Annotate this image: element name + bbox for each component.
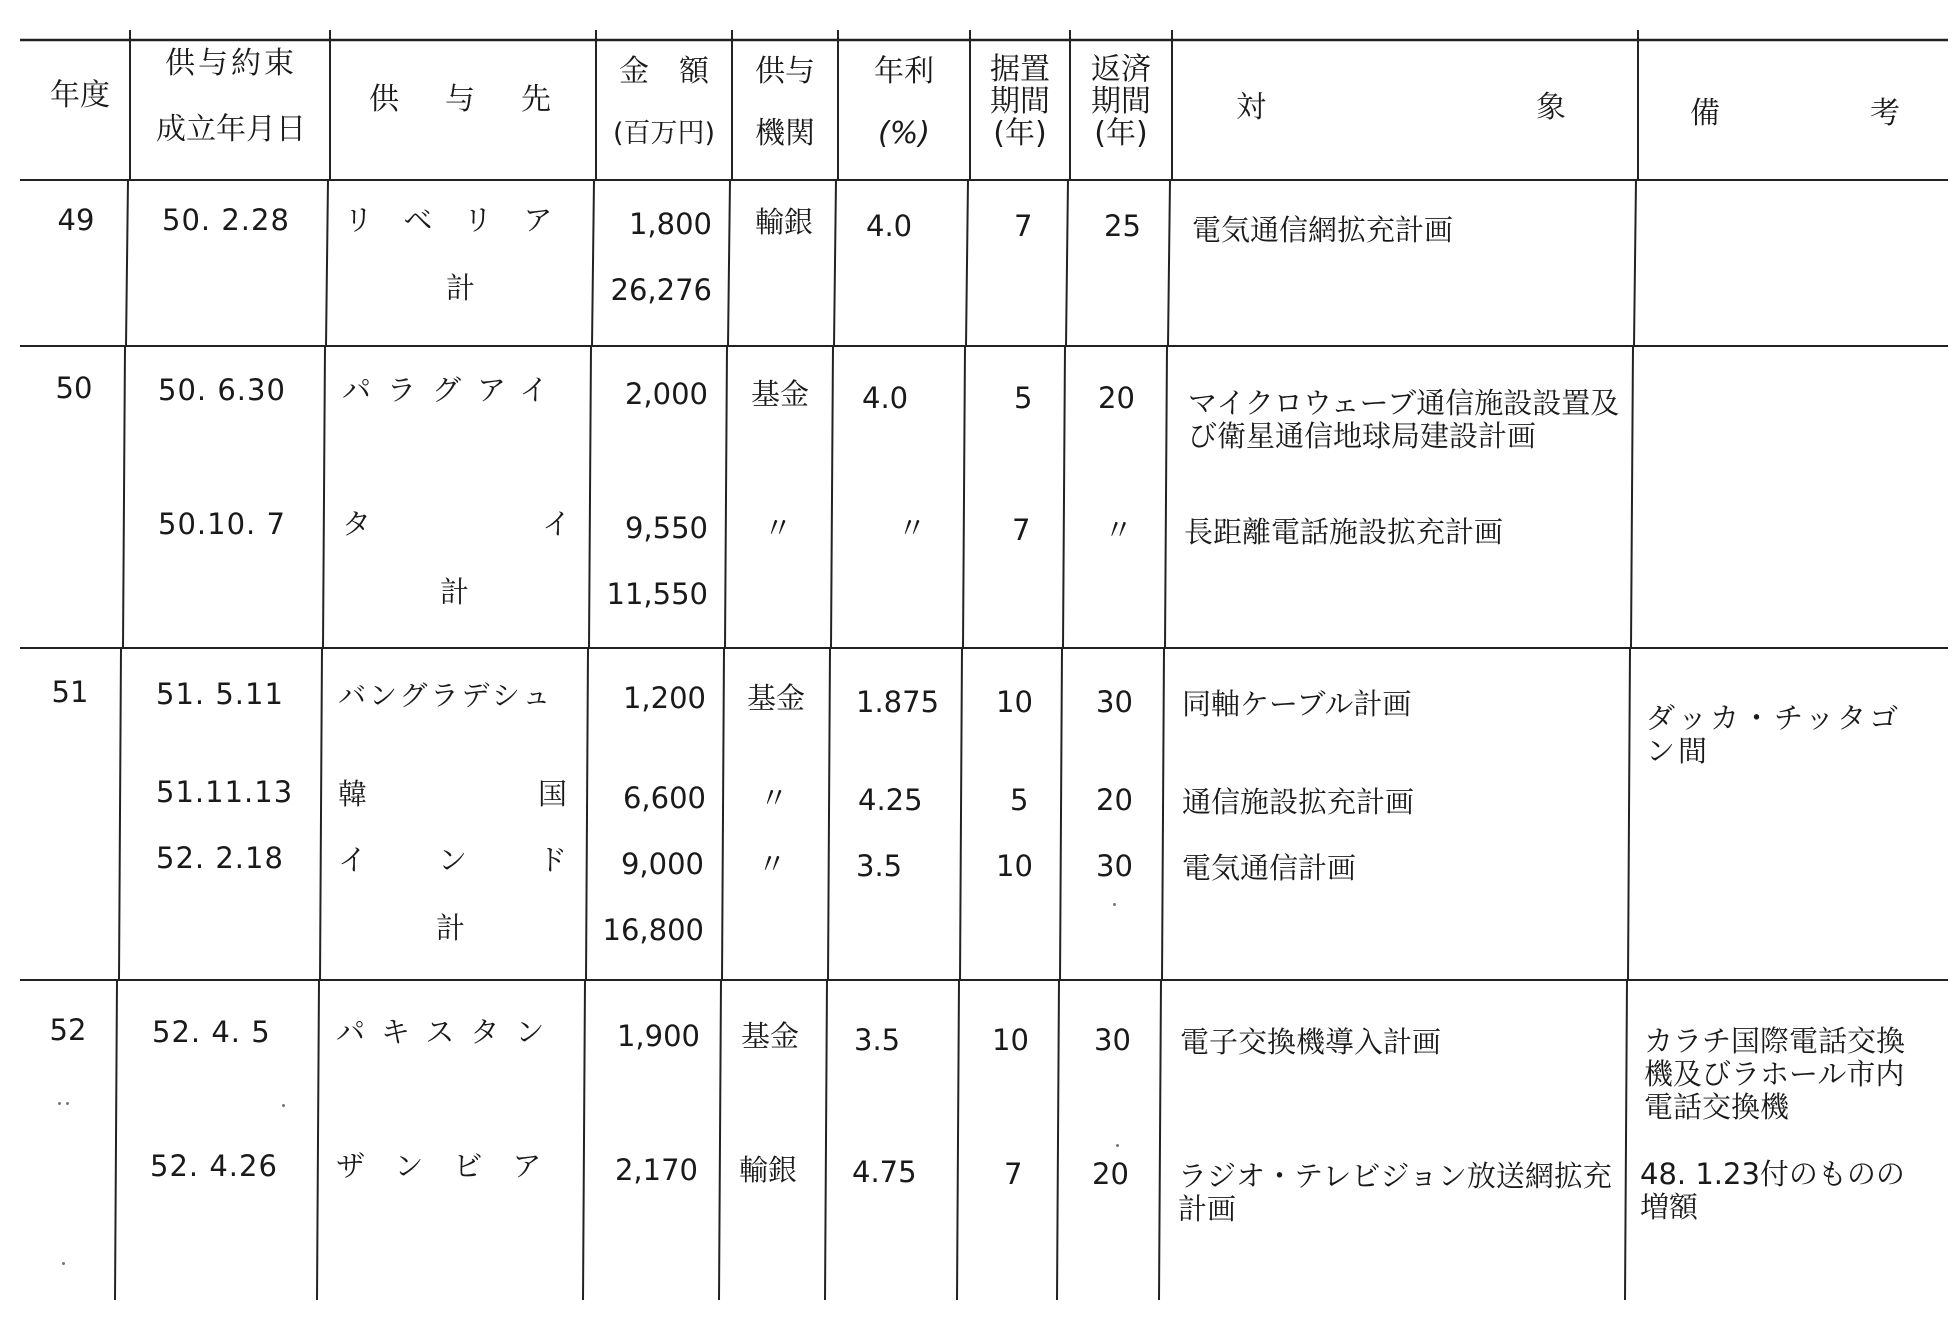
row-amount: 2,170 <box>614 1153 698 1187</box>
header-rate-line2: (%) <box>878 116 930 151</box>
row-rate: 1.875 <box>856 685 940 719</box>
group-total-amount: 11,550 <box>606 577 708 611</box>
row-repay: 20 <box>1096 783 1133 817</box>
group-year: 49 <box>57 203 95 237</box>
header-date-line2: 成立年月日 <box>156 112 306 147</box>
row-amount: 9,000 <box>620 847 704 881</box>
row-amount: 1,800 <box>628 207 712 241</box>
row-grace: 7 <box>1012 513 1031 547</box>
row-remarks: カラチ国際電話交換機及びラホール市内電話交換機 <box>1644 1024 1906 1124</box>
recipient-char: 韓 <box>338 777 368 811</box>
row-agency: 輸銀 <box>738 1153 797 1187</box>
row-date: 51. 5.11 <box>156 677 284 711</box>
recipient-char: 国 <box>538 777 568 811</box>
row-date: 52. 4. 5 <box>152 1015 271 1049</box>
row-repay: 30 <box>1094 1023 1131 1057</box>
row-grace: 10 <box>996 685 1033 719</box>
row-agency: 基金 <box>750 377 809 411</box>
row-agency: 基金 <box>746 681 805 715</box>
recipient-char: ン <box>438 843 468 877</box>
row-date: 52. 4.26 <box>150 1149 278 1183</box>
row-recipient: パキスタン <box>336 1015 561 1049</box>
recipient-char: イ <box>542 507 572 541</box>
row-target: 長距離電話施設拡充計画 <box>1184 515 1504 549</box>
row-agency: 輸銀 <box>754 205 813 239</box>
recipient-char: タ <box>342 507 372 541</box>
row-amount: 1,900 <box>616 1019 700 1053</box>
header-repay-line3: (年) <box>1094 116 1148 151</box>
header-agency-line1: 供与 <box>755 54 815 89</box>
group-year: 51 <box>51 675 89 709</box>
header-grace-line3: (年) <box>993 116 1047 151</box>
row-date: 50. 2.28 <box>162 203 290 237</box>
row-date: 50.10. 7 <box>158 507 286 541</box>
row-grace: 5 <box>1014 381 1033 415</box>
print-speck <box>62 1262 65 1265</box>
row-rate: 4.25 <box>858 783 923 817</box>
group-total-amount: 16,800 <box>602 913 704 947</box>
row-amount: 1,200 <box>622 681 706 715</box>
print-speck <box>58 1102 61 1105</box>
header-date-line1: 供与約束 <box>165 46 297 81</box>
row-target: 同軸ケーブル計画 <box>1182 687 1412 721</box>
row-repay: 20 <box>1098 381 1135 415</box>
row-grace: 5 <box>1010 783 1029 817</box>
header-recipient: 供 与 先 <box>369 82 559 117</box>
row-remarks: 48. 1.23付のものの増額 <box>1640 1157 1905 1224</box>
row-date: 50. 6.30 <box>158 373 286 407</box>
row-grace: 7 <box>1014 209 1033 243</box>
header-repay-line1: 返済 <box>1091 52 1151 87</box>
row-grace: 7 <box>1004 1157 1023 1191</box>
print-speck <box>66 1102 69 1105</box>
row-grace: 10 <box>996 849 1033 883</box>
row-agency: 〃 <box>763 511 793 545</box>
group-total-label: 計 <box>436 911 466 945</box>
row-date: 52. 2.18 <box>156 841 284 875</box>
row-recipient: リベリア <box>344 203 584 237</box>
row-remarks: ダッカ・チッタゴン間 <box>1646 701 1902 768</box>
row-rate: 4.0 <box>866 209 913 243</box>
header-amount-line2: (百万円) <box>612 118 716 149</box>
recipient-char: ド <box>538 843 568 877</box>
row-repay: 〃 <box>1104 513 1134 547</box>
row-recipient: パラグアイ <box>342 373 565 407</box>
header-rate-line1: 年利 <box>874 54 934 89</box>
row-rate: 4.75 <box>852 1155 917 1189</box>
print-speck <box>282 1104 285 1107</box>
row-rate: 4.0 <box>862 381 909 415</box>
header-grace-line2: 期間 <box>990 84 1050 119</box>
header-target: 対 象 <box>1236 90 1566 125</box>
row-rate: 3.5 <box>856 849 903 883</box>
row-repay: 25 <box>1104 209 1141 243</box>
print-speck <box>1113 903 1116 906</box>
row-repay: 20 <box>1092 1157 1129 1191</box>
row-date: 51.11.13 <box>156 775 294 809</box>
group-year: 50 <box>55 371 93 405</box>
header-amount-line1: 金 額 <box>619 54 709 89</box>
row-target: 通信施設拡充計画 <box>1182 785 1415 819</box>
row-rate: 〃 <box>897 511 927 545</box>
row-agency: 〃 <box>759 781 789 815</box>
row-target: 電気通信網拡充計画 <box>1192 213 1454 247</box>
header-agency-line2: 機関 <box>755 116 815 151</box>
print-speck <box>1116 1144 1119 1147</box>
group-year: 52 <box>49 1013 87 1047</box>
row-rate: 3.5 <box>854 1023 901 1057</box>
header-grace-line1: 据置 <box>990 52 1050 87</box>
recipient-char: イ <box>338 843 368 877</box>
row-agency: 〃 <box>757 847 787 881</box>
group-total-amount: 26,276 <box>610 273 712 307</box>
row-target: マイクロウェーブ通信施設設置及び衛星通信地球局建設計画 <box>1188 386 1620 453</box>
header-repay-line2: 期間 <box>1091 84 1151 119</box>
header-remarks: 備 考 <box>1690 96 1900 131</box>
row-target: 電子交換機導入計画 <box>1180 1025 1442 1059</box>
row-target: ラジオ・テレビジョン放送網拡充計画 <box>1178 1159 1612 1226</box>
header-year: 年度 <box>50 78 110 113</box>
row-recipient: バングラデシュ <box>338 679 554 712</box>
group-total-label: 計 <box>446 271 476 305</box>
row-amount: 6,600 <box>622 781 706 815</box>
row-repay: 30 <box>1096 849 1133 883</box>
row-agency: 基金 <box>740 1019 799 1053</box>
row-amount: 9,550 <box>624 511 708 545</box>
row-repay: 30 <box>1096 685 1133 719</box>
row-amount: 2,000 <box>624 377 708 411</box>
row-recipient: ザンビア <box>336 1149 572 1183</box>
row-grace: 10 <box>992 1023 1029 1057</box>
row-target: 電気通信計画 <box>1182 851 1357 885</box>
group-total-label: 計 <box>440 575 470 609</box>
